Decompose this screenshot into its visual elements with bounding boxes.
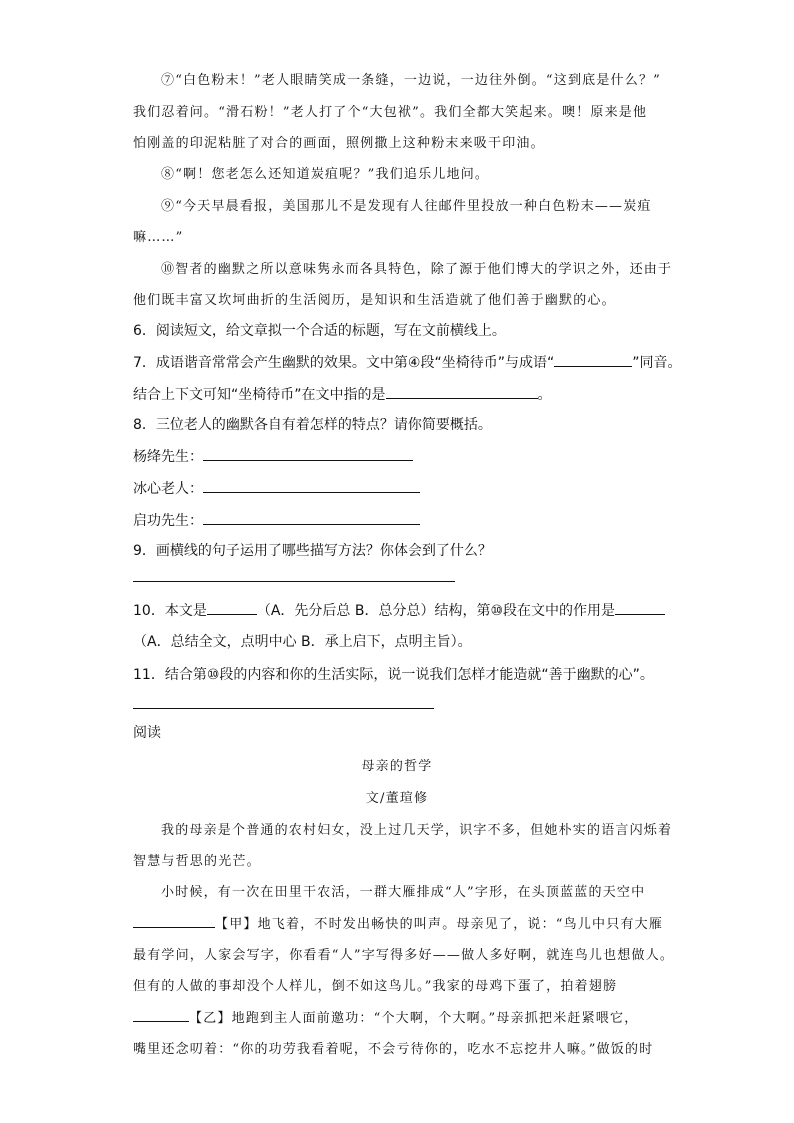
article-line-text: 地飞着，不时发出畅快的叫声。母亲见了，说：“鸟儿中只有大雁 xyxy=(257,917,664,932)
answer-rule-11[interactable] xyxy=(133,708,434,709)
answer-label-bing: 冰心老人： xyxy=(133,481,203,497)
article-line: 嘴里还念叨着：“你的功劳我看着呢，不会亏待你的，吃水不忘挖井人嘛。”做饭的时 xyxy=(133,1042,654,1057)
answer-blank-bing[interactable] xyxy=(203,478,420,493)
question-7 xyxy=(133,352,681,372)
passage-paragraph-10: ⑩智者的幽默之所以意味隽永而各具特色，除了源于他们博大的学识之外，还由于 xyxy=(161,262,673,277)
article-line: 最有学问，人家会写字，你看看“人”字写得多好——做人多好啊，就连鸟儿也想做人。 xyxy=(133,948,675,963)
question-10-options: （A．总结全文，点明中心 B．承上启下，点明主旨）。 xyxy=(133,634,472,650)
passage-line: 怕刚盖的印泥粘脏了对合的画面，照例撒上这种粉末来吸干印油。 xyxy=(133,136,545,151)
passage-paragraph-8: ⑧“啊！您老怎么还知道炭疽呢？”我们追乐儿地问。 xyxy=(161,167,490,182)
answer-rule-9[interactable] xyxy=(133,581,455,582)
reading-label: 阅读 xyxy=(133,725,161,741)
answer-blank-qi[interactable] xyxy=(203,510,420,525)
question-10-text-2: （A．先分后总 B．总分总）结构，第⑩段在文中的作用是 xyxy=(256,603,616,619)
marker-jia: 【甲】 xyxy=(215,917,258,932)
article-paragraph-1: 我的母亲是个普通的农村妇女，没上过几天学，识字不多，但她朴实的语言闪烁着 xyxy=(161,823,673,838)
answer-line-qi xyxy=(133,510,420,530)
question-7-followup-text: 结合上下文可知“坐椅待币”在文中指的是 xyxy=(133,387,386,403)
passage-line: 他们既丰富又坎坷曲折的生活阅历，是知识和生活造就了他们善于幽默的心。 xyxy=(133,293,616,308)
answer-line-yang xyxy=(133,446,413,466)
question-7-followup-end: 。 xyxy=(537,387,552,403)
answer-label-qi: 启功先生： xyxy=(133,513,203,529)
answer-blank-idiom[interactable] xyxy=(554,352,632,367)
article-author: 文/董瑄修 xyxy=(365,791,429,806)
article-line-with-blank-a xyxy=(133,913,663,932)
marker-yi: 【乙】 xyxy=(189,1011,232,1026)
question-11: 11．结合第⑩段的内容和你的生活实际，说一说我们怎样才能造就“善于幽默的心”。 xyxy=(133,667,654,683)
question-7-text: 7．成语谐音常常会产生幽默的效果。文中第④段“坐椅待币”与成语“ xyxy=(133,355,555,371)
article-line-with-blank-b xyxy=(133,1007,638,1026)
question-10-text: 10．本文是 xyxy=(133,603,207,619)
answer-blank-role[interactable] xyxy=(615,600,665,615)
answer-blank-meaning[interactable] xyxy=(386,384,538,399)
answer-label-yang: 杨绛先生： xyxy=(133,449,203,465)
answer-blank-yang[interactable] xyxy=(203,446,413,461)
question-8: 8．三位老人的幽默各自有着怎样的特点？请你简要概括。 xyxy=(133,417,492,433)
passage-paragraph-7: ⑦“白色粉末！”老人眼睛笑成一条缝，一边说，一边往外倒。“这到底是什么？” xyxy=(161,73,661,88)
article-line-text: 地跑到主人面前邀功：“个大啊，个大啊。”母亲抓把米赶紧喂它， xyxy=(231,1011,639,1026)
answer-blank-jia[interactable] xyxy=(133,913,215,928)
article-paragraph-2: 小时候，有一次在田里干农活，一群大雁排成“人”字形，在头顶蓝蓝的天空中 xyxy=(161,885,646,900)
passage-paragraph-9: ⑨“今天早晨看报，美国那儿不是发现有人往邮件里投放一种白色粉末——炭疽 xyxy=(161,199,652,214)
passage-line: 我们忍着问。“滑石粉！”老人打了个“大包袱”。我们全都大笑起来。噢！原来是他 xyxy=(133,105,648,120)
article-line: 智慧与哲思的光芒。 xyxy=(133,854,261,869)
question-7-text-end: ”同音。 xyxy=(632,355,682,371)
passage-line: 嘛……” xyxy=(133,230,184,245)
question-6: 6．阅读短文，给文章拟一个合适的标题，写在文前横线上。 xyxy=(133,323,506,339)
question-10 xyxy=(133,600,665,620)
article-line: 但有的人做的事却没个人样儿，倒不如这鸟儿。”我家的母鸡下蛋了，拍着翅膀 xyxy=(133,979,618,994)
answer-blank-yi[interactable] xyxy=(133,1007,189,1022)
question-9: 9．画横线的句子运用了哪些描写方法？你体会到了什么？ xyxy=(133,543,492,559)
answer-blank-structure[interactable] xyxy=(207,600,257,615)
article-title: 母亲的哲学 xyxy=(361,759,433,774)
question-7-followup xyxy=(133,384,552,404)
answer-line-bing xyxy=(133,478,420,498)
